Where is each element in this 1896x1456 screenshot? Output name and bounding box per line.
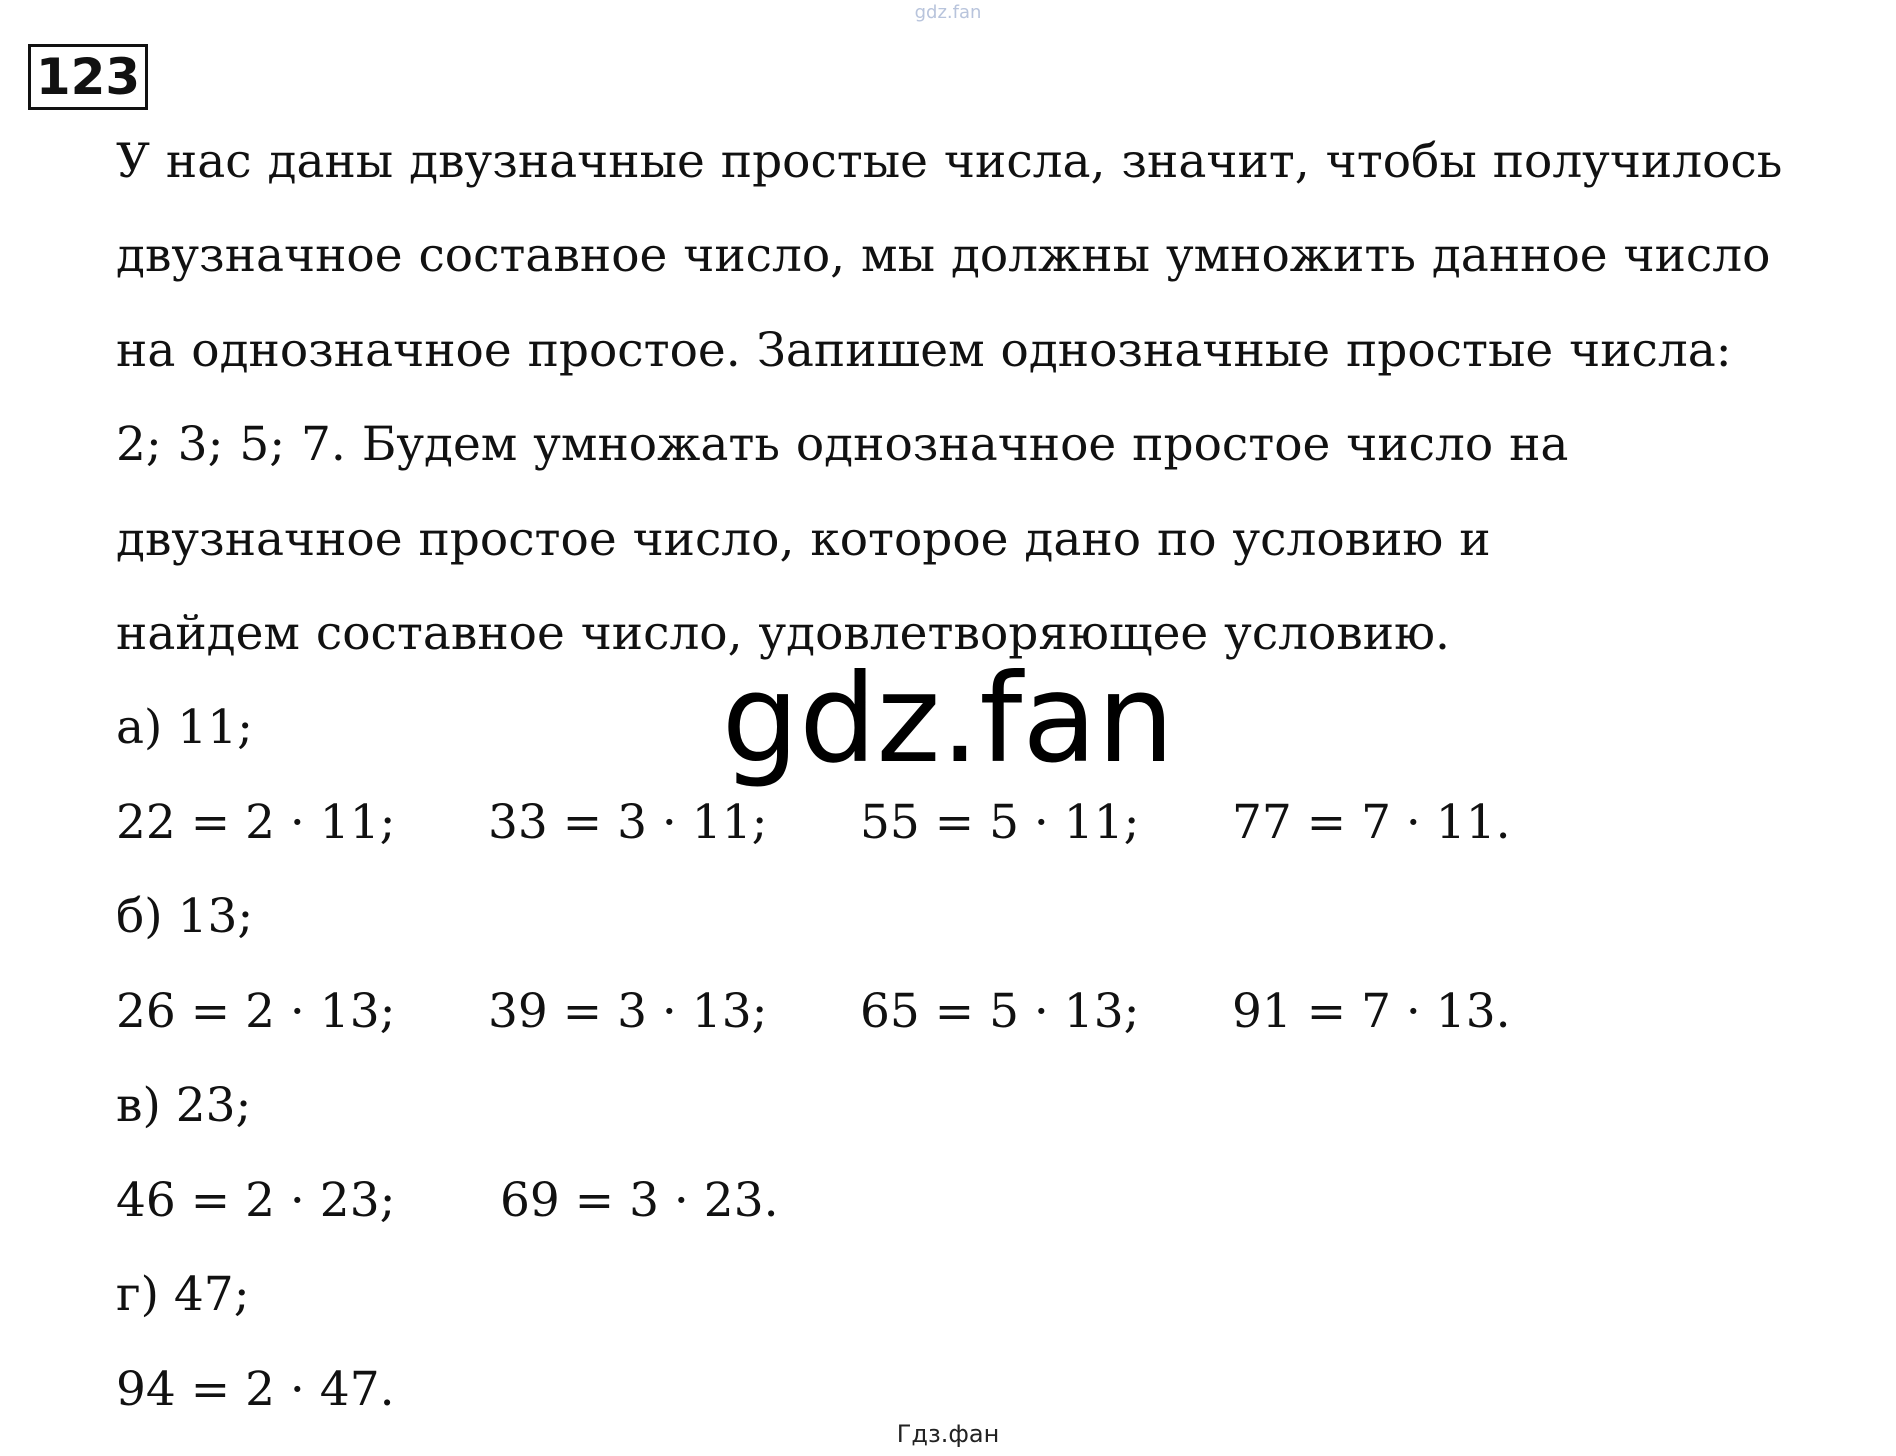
paragraph-line-6: найдем составное число, удовлетворяющее условию. bbox=[116, 606, 1450, 661]
equation: 33 = 3 · 11; bbox=[488, 795, 768, 850]
gdz-fan-watermark: gdz.fan bbox=[721, 648, 1175, 790]
top-watermark: gdz.fan bbox=[914, 2, 982, 23]
equation: 94 = 2 · 47. bbox=[116, 1362, 395, 1417]
part-b-label: б) 13; bbox=[116, 889, 254, 944]
equation: 46 = 2 · 23; bbox=[116, 1173, 396, 1228]
equation: 26 = 2 · 13; bbox=[116, 984, 396, 1039]
equation: 65 = 5 · 13; bbox=[860, 984, 1140, 1039]
equation: 22 = 2 · 11; bbox=[116, 795, 396, 850]
paragraph-line-2: двузначное составное число, мы должны умножить данное число bbox=[116, 228, 1771, 283]
paragraph-line-5: двузначное простое число, которое дано по условию и bbox=[116, 512, 1491, 567]
task-number-box: 123 bbox=[28, 44, 148, 110]
equation: 77 = 7 · 11. bbox=[1232, 795, 1511, 850]
equation: 39 = 3 · 13; bbox=[488, 984, 768, 1039]
part-a-label: а) 11; bbox=[116, 700, 253, 755]
paragraph-line-1: У нас даны двузначные простые числа, значит, чтобы получилось bbox=[116, 134, 1783, 189]
paragraph-line-3: на однозначное простое. Запишем однозначные простые числа: bbox=[116, 323, 1732, 378]
equation: 55 = 5 · 11; bbox=[860, 795, 1140, 850]
paragraph-line-4: 2; 3; 5; 7. Будем умножать однозначное простое число на bbox=[116, 417, 1569, 472]
equation: 69 = 3 · 23. bbox=[500, 1173, 779, 1228]
footer-caption: Гдз.фан bbox=[896, 1420, 1000, 1448]
part-d-label: г) 47; bbox=[116, 1267, 250, 1322]
equation: 91 = 7 · 13. bbox=[1232, 984, 1511, 1039]
part-c-label: в) 23; bbox=[116, 1078, 252, 1133]
